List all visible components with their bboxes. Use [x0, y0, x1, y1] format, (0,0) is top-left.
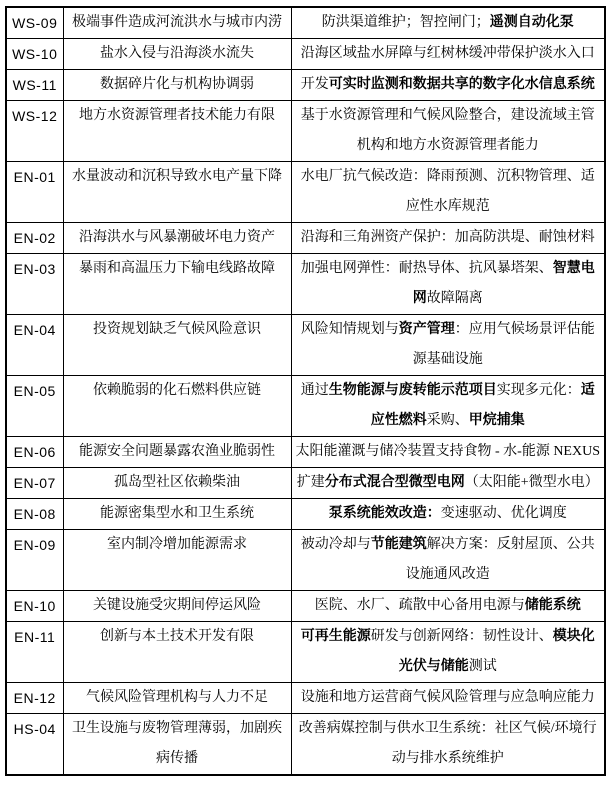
- row-id-cell: WS-12: [6, 101, 63, 162]
- measure-text: 通过: [300, 383, 329, 398]
- table-row: [6, 437, 605, 468]
- risk-cell: 暴雨和高温压力下输电线路故障: [63, 254, 291, 315]
- row-id-cell: EN-01: [6, 162, 63, 223]
- measure-text: 采购、: [426, 413, 469, 428]
- measure-cell: [291, 315, 605, 376]
- measure-text: 研发与创新网络：韧性设计、: [370, 629, 553, 644]
- measure-text-bold: 遥测自动化泵: [489, 15, 574, 30]
- measure-text: 故障隔离: [426, 291, 483, 306]
- measure-text: 沿海和三角洲资产保护：加高防洪堤、耐蚀材料: [300, 230, 595, 245]
- measure-text-bold: 可实时监测和数据共享的数字化水信息系统: [328, 77, 595, 92]
- risk-cell: 卫生设施与废物管理薄弱，加剧疾病传播: [63, 714, 291, 776]
- measure-cell: [291, 683, 605, 714]
- measure-text-bold: 模块化光伏与储能: [398, 629, 595, 674]
- table-row: [6, 683, 605, 714]
- measure-cell: [291, 223, 605, 254]
- measure-text: 水电厂抗气候改造：降雨预测、沉积物管理、适应性水库规范: [300, 169, 595, 214]
- measure-text: ：应用气候场景评估能源基础设施: [412, 322, 595, 367]
- risk-measure-table: [5, 6, 606, 776]
- measure-text: 加强电网弹性：耐热导体、抗风暴塔架、: [300, 261, 553, 276]
- measure-text-bold: 智慧电网: [412, 261, 595, 306]
- measure-text: 风险知情规划与: [300, 322, 399, 337]
- risk-cell: 数据碎片化与机构协调弱: [63, 70, 291, 101]
- row-id-cell: EN-03: [6, 254, 63, 315]
- table-row: [6, 468, 605, 499]
- measure-text: 沿海区域盐水屏障与红树林缓冲带保护淡水入口: [300, 46, 595, 61]
- risk-cell: 气候风险管理机构与人力不足: [63, 683, 291, 714]
- risk-cell: 沿海洪水与风暴潮破坏电力资产: [63, 223, 291, 254]
- measure-text-bold: 资产管理: [398, 322, 455, 337]
- measure-cell: [291, 101, 605, 162]
- row-id-cell: EN-05: [6, 376, 63, 437]
- risk-cell: 室内制冷增加能源需求: [63, 530, 291, 591]
- risk-cell: 水量波动和沉积导致水电产量下降: [63, 162, 291, 223]
- measure-cell: [291, 39, 605, 70]
- measure-text-bold: 节能建筑: [370, 537, 427, 552]
- measure-text: 开发: [300, 77, 329, 92]
- measure-text: （太阳能+微型水电）: [464, 475, 599, 490]
- measure-cell: [291, 254, 605, 315]
- measure-text-bold: 储能系统: [524, 598, 581, 613]
- measure-text: 太阳能灌溉与储冷装置支持食物 - 水-能源 NEXUS: [295, 444, 600, 459]
- row-id-cell: EN-02: [6, 223, 63, 254]
- measure-text-bold: 生物能源与废转能示范项目: [328, 383, 497, 398]
- risk-cell: 地方水资源管理者技术能力有限: [63, 101, 291, 162]
- measure-text-bold: 可再生能源: [300, 629, 371, 644]
- measure-cell: [291, 591, 605, 622]
- table-row: [6, 254, 605, 315]
- measure-text-bold: 适应性燃料: [370, 383, 595, 428]
- risk-cell: 关键设施受灾期间停运风险: [63, 591, 291, 622]
- risk-cell: 能源安全问题暴露农渔业脆弱性: [63, 437, 291, 468]
- measure-text-bold: 甲烷捕集: [468, 413, 525, 428]
- measure-text: 扩建: [296, 475, 325, 490]
- risk-cell: 盐水入侵与沿海淡水流失: [63, 39, 291, 70]
- row-id-cell: EN-10: [6, 591, 63, 622]
- table-row: [6, 39, 605, 70]
- measure-text: 实现多元化：: [496, 383, 581, 398]
- row-id-cell: HS-04: [6, 714, 63, 776]
- measure-text: 改善病媒控制与供水卫生系统：社区气候/环境行动与排水系统维护: [298, 721, 597, 766]
- row-id-cell: EN-04: [6, 315, 63, 376]
- row-id-cell: WS-10: [6, 39, 63, 70]
- risk-cell: 孤岛型社区依赖柴油: [63, 468, 291, 499]
- table-row: [6, 622, 605, 683]
- row-id-cell: EN-07: [6, 468, 63, 499]
- table-row: [6, 7, 605, 39]
- row-id-cell: EN-08: [6, 499, 63, 530]
- measure-cell: [291, 7, 605, 39]
- table-row: [6, 530, 605, 591]
- row-id-cell: EN-09: [6, 530, 63, 591]
- table-row: [6, 223, 605, 254]
- measure-text-bold: 分布式混合型微型电网: [324, 475, 465, 490]
- measure-cell: [291, 376, 605, 437]
- measure-text-bold: 泵系统能效改造：: [328, 506, 441, 521]
- measure-cell: [291, 714, 605, 776]
- row-id-cell: WS-09: [6, 7, 63, 39]
- risk-cell: 能源密集型水和卫生系统: [63, 499, 291, 530]
- measure-text: 测试: [468, 659, 497, 674]
- table-row: [6, 591, 605, 622]
- measure-text: 防洪渠道维护；智控闸门；: [321, 15, 490, 30]
- measure-text: 基于水资源管理和气候风险整合，建设流域主管机构和地方水资源管理者能力: [300, 108, 595, 153]
- row-id-cell: EN-06: [6, 437, 63, 468]
- risk-cell: 依赖脆弱的化石燃料供应链: [63, 376, 291, 437]
- row-id-cell: WS-11: [6, 70, 63, 101]
- measure-cell: [291, 622, 605, 683]
- table-row: [6, 315, 605, 376]
- table-row: [6, 499, 605, 530]
- measure-cell: [291, 70, 605, 101]
- measure-cell: [291, 499, 605, 530]
- table-row: [6, 376, 605, 437]
- measure-text: 医院、水厂、疏散中心备用电源与: [314, 598, 525, 613]
- row-id-cell: EN-11: [6, 622, 63, 683]
- measure-cell: [291, 468, 605, 499]
- row-id-cell: EN-12: [6, 683, 63, 714]
- measure-text: 解决方案：反射屋顶、公共设施通风改造: [405, 537, 595, 582]
- table-row: [6, 70, 605, 101]
- measure-text: 被动冷却与: [300, 537, 371, 552]
- table-body: [6, 7, 605, 775]
- table-row: [6, 714, 605, 776]
- measure-cell: [291, 437, 605, 468]
- risk-cell: 创新与本土技术开发有限: [63, 622, 291, 683]
- table-row: [6, 162, 605, 223]
- measure-cell: [291, 530, 605, 591]
- measure-text: 变速驱动、优化调度: [440, 506, 567, 521]
- table-row: [6, 101, 605, 162]
- measure-text: 设施和地方运营商气候风险管理与应急响应能力: [300, 690, 595, 705]
- risk-cell: 投资规划缺乏气候风险意识: [63, 315, 291, 376]
- risk-cell: 极端事件造成河流洪水与城市内涝: [63, 7, 291, 39]
- measure-cell: [291, 162, 605, 223]
